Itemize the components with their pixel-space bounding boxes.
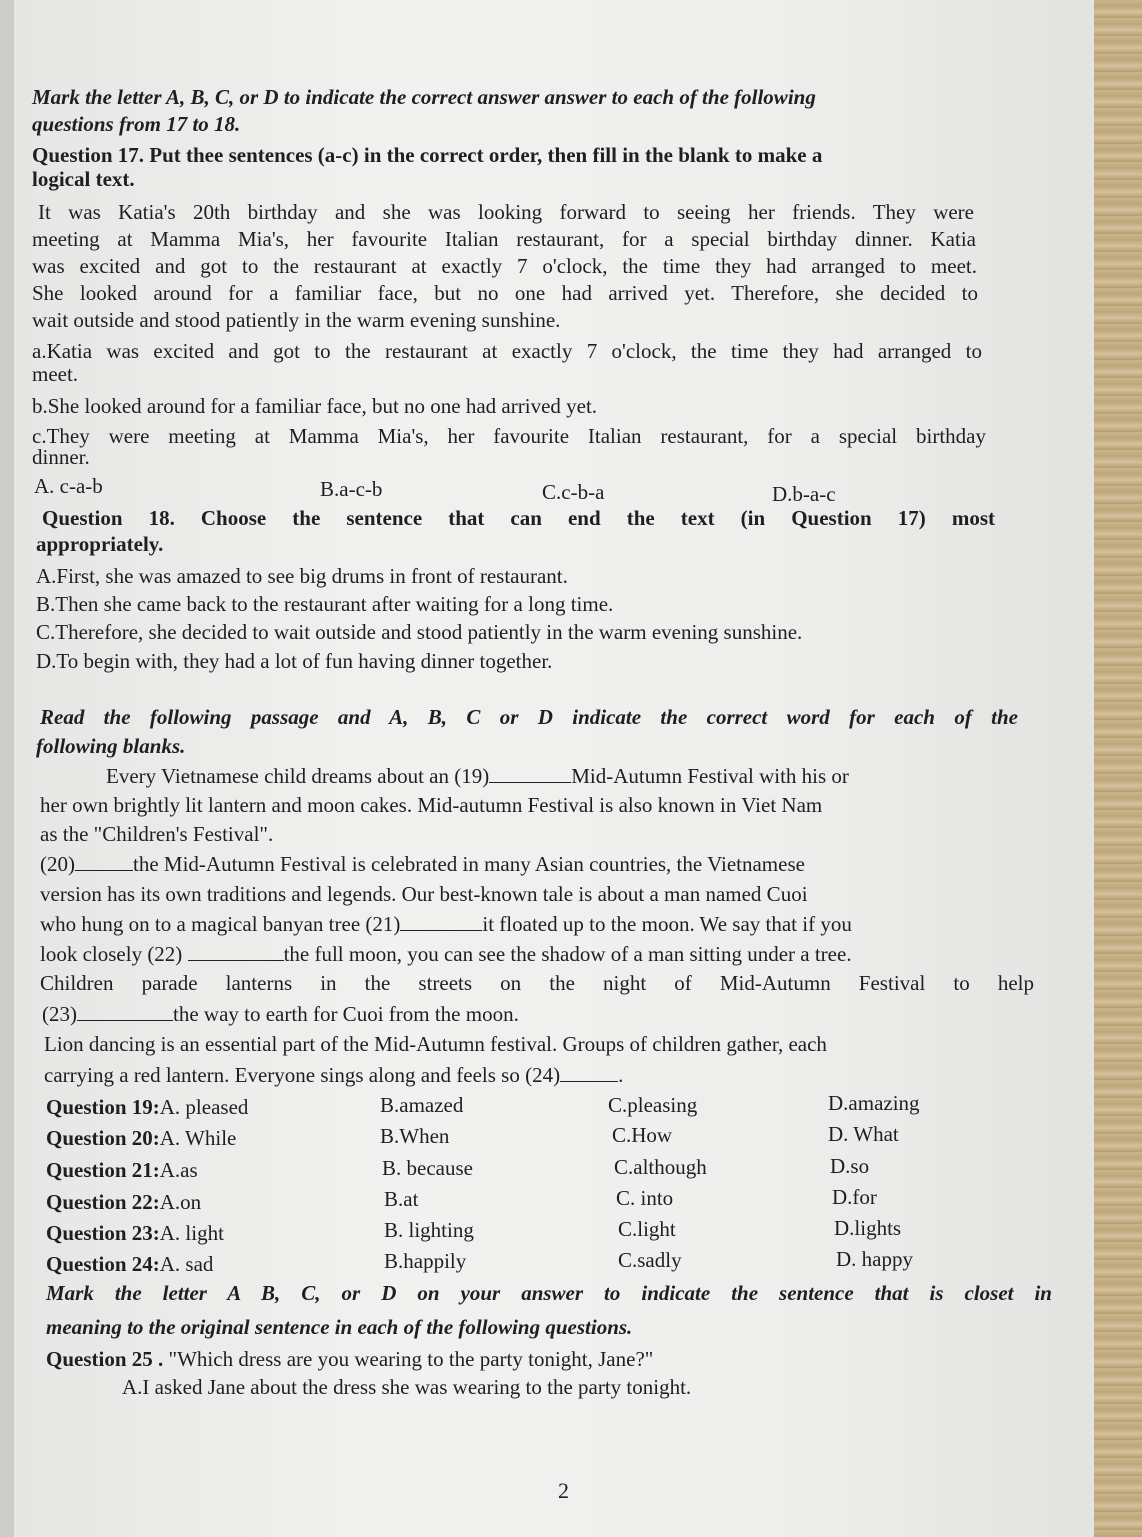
question-title: Question 18. Choose the sentence that can end the text (in Question 17) most <box>42 506 995 530</box>
passage-line: Children parade lanterns in the streets on the night of Mid-Autumn Festival to help <box>40 971 1034 995</box>
passage-line: as the "Children's Festival". <box>40 822 274 846</box>
blank-20[interactable] <box>75 852 133 871</box>
passage-line: was excited and got to the restaurant at exactly 7 o'clock, the time they had arranged to meet. <box>32 254 977 278</box>
option-d[interactable]: D.amazing <box>828 1091 920 1115</box>
question-label: Question 19:A. pleased <box>46 1095 249 1119</box>
answer-option[interactable]: A.I asked Jane about the dress she was wearing to the party tonight. <box>122 1375 692 1399</box>
passage-text: Mid-Autumn Festival with his or <box>571 764 849 788</box>
answer-option[interactable]: C.c-b-a <box>542 480 605 504</box>
question-25 <box>46 1346 653 1372</box>
option-c[interactable]: C.How <box>612 1123 673 1147</box>
passage-line <box>106 763 849 789</box>
question-label: Question 23:A. light <box>46 1221 224 1245</box>
option-b[interactable]: B. because <box>382 1156 473 1180</box>
passage-text: the way to earth for Cuoi from the moon. <box>173 1002 519 1026</box>
question-label: Question 24:A. sad <box>46 1252 214 1276</box>
passage-text: the full moon, you can see the shadow of a man sitting under a tree. <box>283 942 852 966</box>
option-c[interactable]: C.sadly <box>618 1248 682 1272</box>
option-c[interactable]: C.light <box>618 1217 676 1241</box>
answer-option[interactable]: C.Therefore, she decided to wait outside and stood patiently in the warm evening sunshine. <box>36 620 803 644</box>
sentence-c: dinner. <box>32 445 90 469</box>
passage-line <box>40 941 852 967</box>
option-d[interactable]: D.for <box>832 1185 877 1209</box>
passage-text: Every Vietnamese child dreams about an (19) <box>106 764 490 788</box>
option-b[interactable]: B.amazed <box>380 1093 464 1117</box>
passage-text: carrying a red lantern. Everyone sings along and feels so (24) <box>44 1063 561 1087</box>
section-instruction: meaning to the original sentence in each of the following questions. <box>46 1315 633 1339</box>
section-instruction: Mark the letter A, B, C, or D to indicate the correct answer answer to each of the following <box>32 85 816 109</box>
passage-line: her own brightly lit lantern and moon cakes. Mid-autumn Festival is also known in Viet Nam <box>40 793 823 817</box>
passage-line <box>44 1062 623 1088</box>
blank-21[interactable] <box>400 912 482 931</box>
passage-text: (20) <box>40 852 75 876</box>
section-instruction: Mark the letter A B, C, or D on your answer to indicate the sentence that is closet in <box>46 1281 1052 1305</box>
option-a[interactable]: A. sad <box>159 1252 214 1276</box>
option-d[interactable]: D.lights <box>834 1216 902 1240</box>
section-instruction: questions from 17 to 18. <box>32 112 241 136</box>
passage-line: meeting at Mamma Mia's, her favourite Italian restaurant, for a special birthday dinner. Katia <box>32 227 976 251</box>
passage-text: . <box>618 1063 624 1087</box>
option-b[interactable]: B. lighting <box>384 1218 474 1242</box>
passage-line: version has its own traditions and legends. Our best-known tale is about a man named Cuoi <box>40 882 808 906</box>
passage-line <box>42 1001 519 1027</box>
question-label: Question 25 . <box>46 1347 169 1371</box>
passage-line: She looked around for a familiar face, but no one had arrived yet. Therefore, she decided to <box>32 281 978 305</box>
question-title: Question 17. Put thee sentences (a-c) in the correct order, then fill in the blank to make a <box>32 143 823 167</box>
option-a[interactable]: A. While <box>159 1126 237 1150</box>
option-a[interactable]: A. light <box>159 1221 224 1245</box>
sentence-c: c.They were meeting at Mamma Mia's, her favourite Italian restaurant, for a special birthday <box>32 424 986 448</box>
blank-19[interactable] <box>489 764 571 783</box>
passage-line: wait outside and stood patiently in the warm evening sunshine. <box>32 308 561 332</box>
option-c[interactable]: C.pleasing <box>608 1093 698 1117</box>
passage-line: It was Katia's 20th birthday and she was looking forward to seeing her friends. They were <box>38 200 974 224</box>
passage-text: (23) <box>42 1002 77 1026</box>
option-b[interactable]: B.happily <box>384 1249 467 1273</box>
section-instruction: following blanks. <box>36 734 186 758</box>
question-title: logical text. <box>32 167 135 191</box>
passage-text: look closely (22) <box>40 942 188 966</box>
answer-option[interactable]: D.b-a-c <box>772 482 836 506</box>
option-d[interactable]: D.so <box>830 1154 870 1178</box>
passage-line <box>40 851 805 877</box>
passage-line <box>40 911 852 937</box>
page-number: 2 <box>558 1478 569 1503</box>
option-d[interactable]: D. happy <box>836 1247 913 1271</box>
blank-24[interactable] <box>560 1063 618 1082</box>
answer-option[interactable]: A.First, she was amazed to see big drums in front of restaurant. <box>36 564 568 588</box>
answer-option[interactable]: B.Then she came back to the restaurant after waiting for a long time. <box>36 592 614 616</box>
option-a[interactable]: A.as <box>159 1158 198 1182</box>
option-d[interactable]: D. What <box>828 1122 899 1146</box>
answer-option[interactable]: A. c-a-b <box>34 474 103 498</box>
question-label: Question 20:A. While <box>46 1126 237 1150</box>
blank-22[interactable] <box>188 942 284 961</box>
blank-23[interactable] <box>77 1002 173 1021</box>
sentence-b: b.She looked around for a familiar face, but no one had arrived yet. <box>32 394 598 418</box>
option-c[interactable]: C. into <box>616 1186 674 1210</box>
answer-option[interactable]: B.a-c-b <box>320 477 383 501</box>
question-text: "Which dress are you wearing to the party tonight, Jane?" <box>168 1347 654 1371</box>
answer-option[interactable]: D.To begin with, they had a lot of fun having dinner together. <box>36 649 553 673</box>
section-instruction: Read the following passage and A, B, C or D indicate the correct word for each of the <box>40 705 1018 729</box>
question-label: Question 22:A.on <box>46 1190 202 1214</box>
question-title: appropriately. <box>36 532 164 556</box>
passage-text: it floated up to the moon. We say that if you <box>482 912 852 936</box>
passage-text: the Mid-Autumn Festival is celebrated in many Asian countries, the Vietnamese <box>133 852 805 876</box>
option-c[interactable]: C.although <box>614 1155 707 1179</box>
option-a[interactable]: A.on <box>159 1190 202 1214</box>
option-a[interactable]: A. pleased <box>159 1095 249 1119</box>
passage-text: who hung on to a magical banyan tree (21) <box>40 912 401 936</box>
sentence-a: a.Katia was excited and got to the restaurant at exactly 7 o'clock, the time they had arranged to <box>32 339 982 363</box>
option-b[interactable]: B.at <box>384 1187 419 1211</box>
sentence-a: meet. <box>32 362 79 386</box>
page-edge <box>1094 0 1142 1537</box>
question-label: Question 21:A.as <box>46 1158 198 1182</box>
option-b[interactable]: B.When <box>380 1124 450 1148</box>
passage-line: Lion dancing is an essential part of the Mid-Autumn festival. Groups of children gather, each <box>44 1032 827 1056</box>
